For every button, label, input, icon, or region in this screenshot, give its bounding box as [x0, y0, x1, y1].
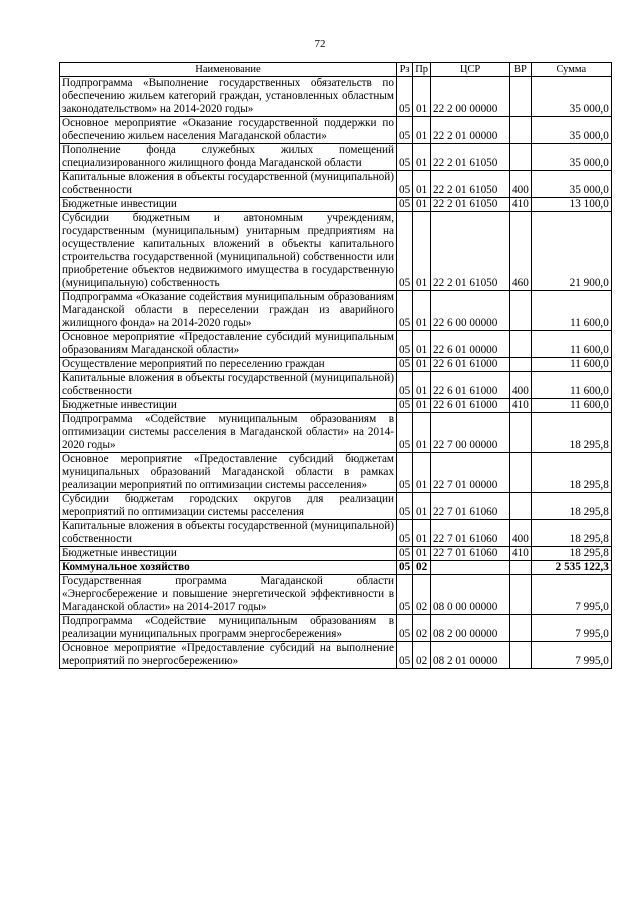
cell-rz: 05: [397, 520, 413, 547]
cell-rz: 05: [397, 212, 413, 291]
cell-vr: 400: [510, 520, 532, 547]
cell-csr: 22 6 01 61000: [431, 358, 510, 372]
cell-sum: 7 995,0: [531, 642, 611, 669]
cell-sum: 7 995,0: [531, 575, 611, 615]
table-row: [60, 77, 612, 117]
cell-sum: 35 000,0: [531, 117, 611, 144]
cell-pr: 02: [413, 575, 431, 615]
cell-csr: 22 2 01 61050: [431, 144, 510, 171]
cell-rz: 05: [397, 331, 413, 358]
cell-csr: 22 7 01 61060: [431, 493, 510, 520]
cell-name: Основное мероприятие «Оказание государственной поддержки по обеспечению жильем населения Магаданской области»: [60, 117, 397, 144]
cell-csr: 22 2 01 61050: [431, 198, 510, 212]
cell-sum: 11 600,0: [531, 372, 611, 399]
cell-name: Подпрограмма «Выполнение государственных обязательств по обеспечению жильем категорий граждан, установленных областным законодательством» на 2014-2020 годы»: [60, 77, 397, 117]
table-row: [60, 575, 612, 615]
cell-vr: 460: [510, 212, 532, 291]
cell-sum: 35 000,0: [531, 144, 611, 171]
cell-rz: 05: [397, 144, 413, 171]
cell-rz: 05: [397, 561, 413, 575]
cell-vr: [510, 561, 532, 575]
header-rz: Рз: [397, 63, 413, 77]
cell-sum: 11 600,0: [531, 291, 611, 331]
cell-sum: 18 295,8: [531, 520, 611, 547]
cell-rz: 05: [397, 117, 413, 144]
cell-vr: [510, 77, 532, 117]
cell-sum: 11 600,0: [531, 331, 611, 358]
cell-pr: 01: [413, 77, 431, 117]
table-row: [60, 358, 612, 372]
header-name: Наименование: [60, 63, 397, 77]
header-sum: Сумма: [531, 63, 611, 77]
cell-pr: 01: [413, 358, 431, 372]
cell-vr: 400: [510, 171, 532, 198]
cell-name: Капитальные вложения в объекты государственной (муниципальной) собственности: [60, 372, 397, 399]
cell-vr: [510, 453, 532, 493]
cell-sum: 13 100,0: [531, 198, 611, 212]
cell-vr: [510, 413, 532, 453]
cell-name: Подпрограмма «Оказание содействия муниципальным образованиям Магаданской области в переселении граждан из аварийного жилищного фонда» на 2014-2020 годы»: [60, 291, 397, 331]
cell-name: Основное мероприятие «Предоставление субсидий муниципальным образованиям Магаданской области»: [60, 331, 397, 358]
table-row: [60, 561, 612, 575]
table-row: [60, 331, 612, 358]
page-number: 72: [314, 38, 326, 50]
cell-sum: 7 995,0: [531, 615, 611, 642]
cell-name: Субсидии бюджетам городских округов для реализации мероприятий по оптимизации системы расселения: [60, 493, 397, 520]
cell-vr: [510, 331, 532, 358]
cell-csr: 22 7 01 61060: [431, 520, 510, 547]
table-body: [60, 77, 612, 669]
cell-name: Капитальные вложения в объекты государственной (муниципальной) собственности: [60, 171, 397, 198]
cell-vr: [510, 575, 532, 615]
table-row: [60, 291, 612, 331]
cell-pr: 02: [413, 561, 431, 575]
cell-csr: 22 2 01 61050: [431, 212, 510, 291]
header-csr: ЦСР: [431, 63, 510, 77]
cell-csr: 22 6 01 61000: [431, 372, 510, 399]
cell-name: Подпрограмма «Содействие муниципальным образованиям в оптимизации системы расселения в Магаданской области» на 2014-2020 годы»: [60, 413, 397, 453]
table-row: [60, 171, 612, 198]
table-row: [60, 144, 612, 171]
cell-vr: 410: [510, 547, 532, 561]
cell-pr: 02: [413, 642, 431, 669]
cell-name: Государственная программа Магаданской области «Энергосбережение и повышение энергетической эффективности в Магаданской области» на 2014-2017 годы»: [60, 575, 397, 615]
cell-rz: 05: [397, 575, 413, 615]
cell-sum: 18 295,8: [531, 547, 611, 561]
cell-vr: [510, 615, 532, 642]
cell-csr: [431, 561, 510, 575]
table-row: [60, 198, 612, 212]
cell-csr: 22 6 01 00000: [431, 331, 510, 358]
cell-rz: 05: [397, 399, 413, 413]
cell-pr: 01: [413, 547, 431, 561]
cell-pr: 01: [413, 520, 431, 547]
cell-rz: 05: [397, 453, 413, 493]
cell-csr: 22 6 01 61000: [431, 399, 510, 413]
cell-pr: 01: [413, 212, 431, 291]
table-row: [60, 372, 612, 399]
cell-pr: 01: [413, 331, 431, 358]
cell-name: Осуществление мероприятий по переселению граждан: [60, 358, 397, 372]
cell-csr: 22 7 01 61060: [431, 547, 510, 561]
cell-sum: 18 295,8: [531, 413, 611, 453]
cell-sum: 18 295,8: [531, 453, 611, 493]
budget-table: [59, 62, 612, 669]
table-row: [60, 642, 612, 669]
cell-vr: [510, 493, 532, 520]
cell-sum: 11 600,0: [531, 358, 611, 372]
cell-name: Подпрограмма «Содействие муниципальным образованиям в реализации муниципальных программ энергосбережения»: [60, 615, 397, 642]
table-row: [60, 615, 612, 642]
cell-rz: 05: [397, 358, 413, 372]
cell-pr: 02: [413, 615, 431, 642]
cell-pr: 01: [413, 291, 431, 331]
cell-rz: 05: [397, 171, 413, 198]
cell-rz: 05: [397, 413, 413, 453]
cell-pr: 01: [413, 493, 431, 520]
cell-vr: [510, 291, 532, 331]
cell-vr: [510, 144, 532, 171]
header-pr: Пр: [413, 63, 431, 77]
cell-csr: 08 2 00 00000: [431, 615, 510, 642]
cell-pr: 01: [413, 144, 431, 171]
cell-vr: 410: [510, 198, 532, 212]
cell-name: Капитальные вложения в объекты государственной (муниципальной) собственности: [60, 520, 397, 547]
table-row: [60, 212, 612, 291]
table-row: [60, 493, 612, 520]
cell-csr: 22 2 00 00000: [431, 77, 510, 117]
cell-sum: 35 000,0: [531, 77, 611, 117]
cell-rz: 05: [397, 493, 413, 520]
cell-name: Бюджетные инвестиции: [60, 198, 397, 212]
cell-name: Пополнение фонда служебных жилых помещений специализированного жилищного фонда Магаданской области: [60, 144, 397, 171]
table-row: [60, 547, 612, 561]
cell-pr: 01: [413, 413, 431, 453]
cell-csr: 08 0 00 00000: [431, 575, 510, 615]
cell-csr: 22 6 00 00000: [431, 291, 510, 331]
cell-vr: 410: [510, 399, 532, 413]
cell-rz: 05: [397, 615, 413, 642]
cell-rz: 05: [397, 77, 413, 117]
cell-csr: 22 7 00 00000: [431, 413, 510, 453]
cell-name: Коммунальное хозяйство: [60, 561, 397, 575]
table-row: [60, 520, 612, 547]
cell-sum: 35 000,0: [531, 171, 611, 198]
cell-vr: 400: [510, 372, 532, 399]
cell-csr: 22 7 01 00000: [431, 453, 510, 493]
cell-name: Основное мероприятие «Предоставление субсидий бюджетам муниципальных образований Магаданской области в рамках реализации мероприятий по оптимизации системы расселения»: [60, 453, 397, 493]
cell-sum: 2 535 122,3: [531, 561, 611, 575]
cell-name: Бюджетные инвестиции: [60, 547, 397, 561]
cell-pr: 01: [413, 453, 431, 493]
cell-rz: 05: [397, 372, 413, 399]
table-header-row: [60, 63, 612, 77]
cell-rz: 05: [397, 547, 413, 561]
cell-csr: 08 2 01 00000: [431, 642, 510, 669]
table-row: [60, 413, 612, 453]
table-row: [60, 453, 612, 493]
cell-vr: [510, 358, 532, 372]
cell-name: Субсидии бюджетным и автономным учреждениям, государственным (муниципальным) унитарным предприятиям на осуществление капитальных вложений в объекты капитального строительства государственной (муниципальной) собственности или приобретение объектов недвижимого имущества в государственную (муниципальную) собственность: [60, 212, 397, 291]
cell-sum: 21 900,0: [531, 212, 611, 291]
cell-vr: [510, 117, 532, 144]
cell-vr: [510, 642, 532, 669]
cell-rz: 05: [397, 642, 413, 669]
cell-pr: 01: [413, 117, 431, 144]
cell-pr: 01: [413, 171, 431, 198]
cell-sum: 11 600,0: [531, 399, 611, 413]
cell-name: Основное мероприятие «Предоставление субсидий на выполнение мероприятий по энергосбережению»: [60, 642, 397, 669]
cell-pr: 01: [413, 399, 431, 413]
cell-csr: 22 2 01 00000: [431, 117, 510, 144]
cell-pr: 01: [413, 372, 431, 399]
table-row: [60, 117, 612, 144]
cell-sum: 18 295,8: [531, 493, 611, 520]
table-row: [60, 399, 612, 413]
cell-csr: 22 2 01 61050: [431, 171, 510, 198]
cell-name: Бюджетные инвестиции: [60, 399, 397, 413]
header-vr: ВР: [510, 63, 532, 77]
cell-pr: 01: [413, 198, 431, 212]
cell-rz: 05: [397, 291, 413, 331]
cell-rz: 05: [397, 198, 413, 212]
